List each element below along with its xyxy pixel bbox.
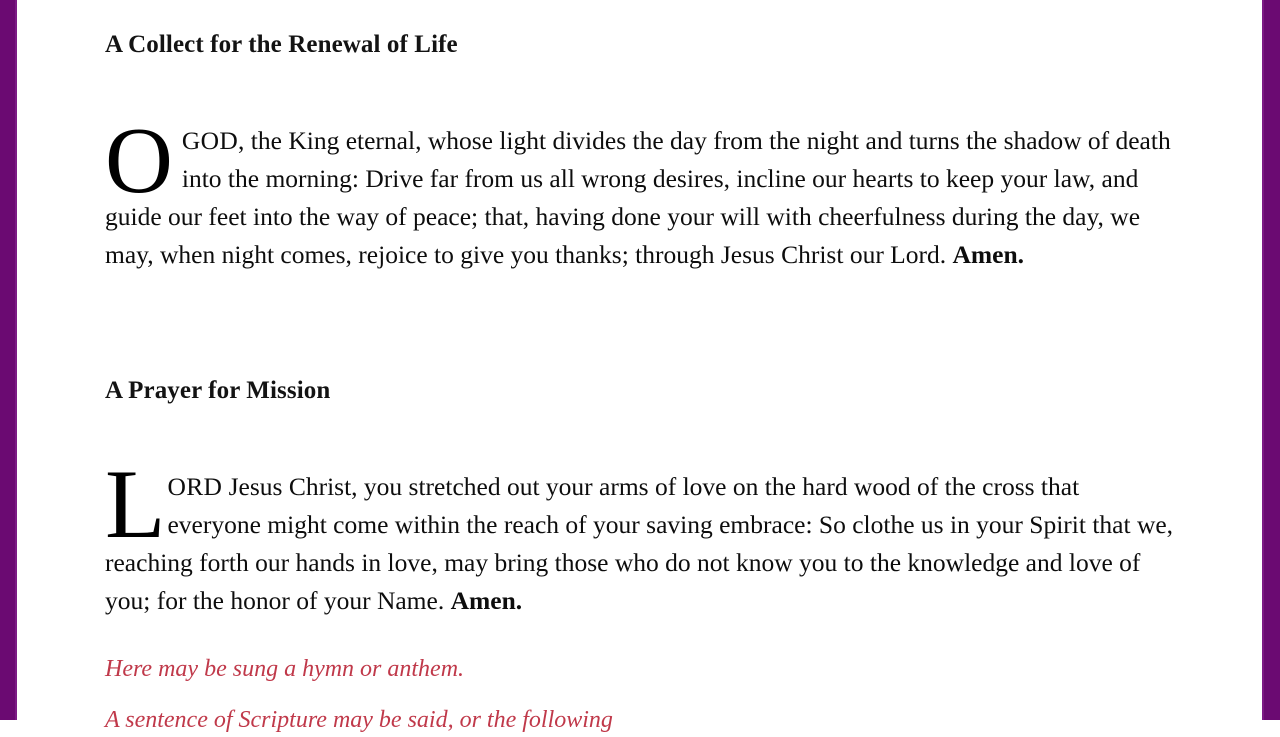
right-border-highlight <box>1262 0 1264 720</box>
rubric-sentence-of-scripture: A sentence of Scripture may be said, or the following <box>105 707 613 733</box>
right-purple-border <box>1262 0 1280 720</box>
collect-renewal-amen: Amen. <box>952 240 1025 269</box>
divine-name-lord: ORD <box>167 472 223 501</box>
prayer-mission-body <box>105 450 1174 620</box>
collect-renewal-paragraph <box>105 109 1174 274</box>
dropcap-o: O <box>105 109 173 213</box>
collect-renewal-body <box>105 109 1174 274</box>
collect-renewal-heading: A Collect for the Renewal of Life <box>105 31 458 58</box>
left-border-highlight <box>15 0 17 720</box>
dropcap-l: L <box>105 450 166 559</box>
divine-name-god: GOD <box>181 126 239 155</box>
page-content <box>105 0 1174 733</box>
left-purple-border <box>0 0 17 720</box>
prayer-mission-amen: Amen. <box>450 586 523 615</box>
prayer-mission-heading: A Prayer for Mission <box>105 377 331 404</box>
collect-renewal-text: , the King eternal, whose light divides the day from the night and turns the shadow of death into the morning: Drive far from us all wrong desires, incline our hearts to keep your law, and guide our feet into the way of peace; that, having done your will with cheerfulness during the day, we may, when night comes, rejoice to give you thanks; through Jesus Christ our Lord. <box>105 126 1171 269</box>
prayer-mission-text: Jesus Christ, you stretched out your arms of love on the hard wood of the cross that everyone might come within the reach of your saving embrace: So clothe us in your Spirit that we, reaching forth our hands in love, may bring those who do not know you to the knowledge and love of you; for the honor of your Name. <box>105 472 1174 615</box>
prayer-mission-paragraph <box>105 450 1174 620</box>
rubric-hymn-or-anthem: Here may be sung a hymn or anthem. <box>105 656 465 682</box>
